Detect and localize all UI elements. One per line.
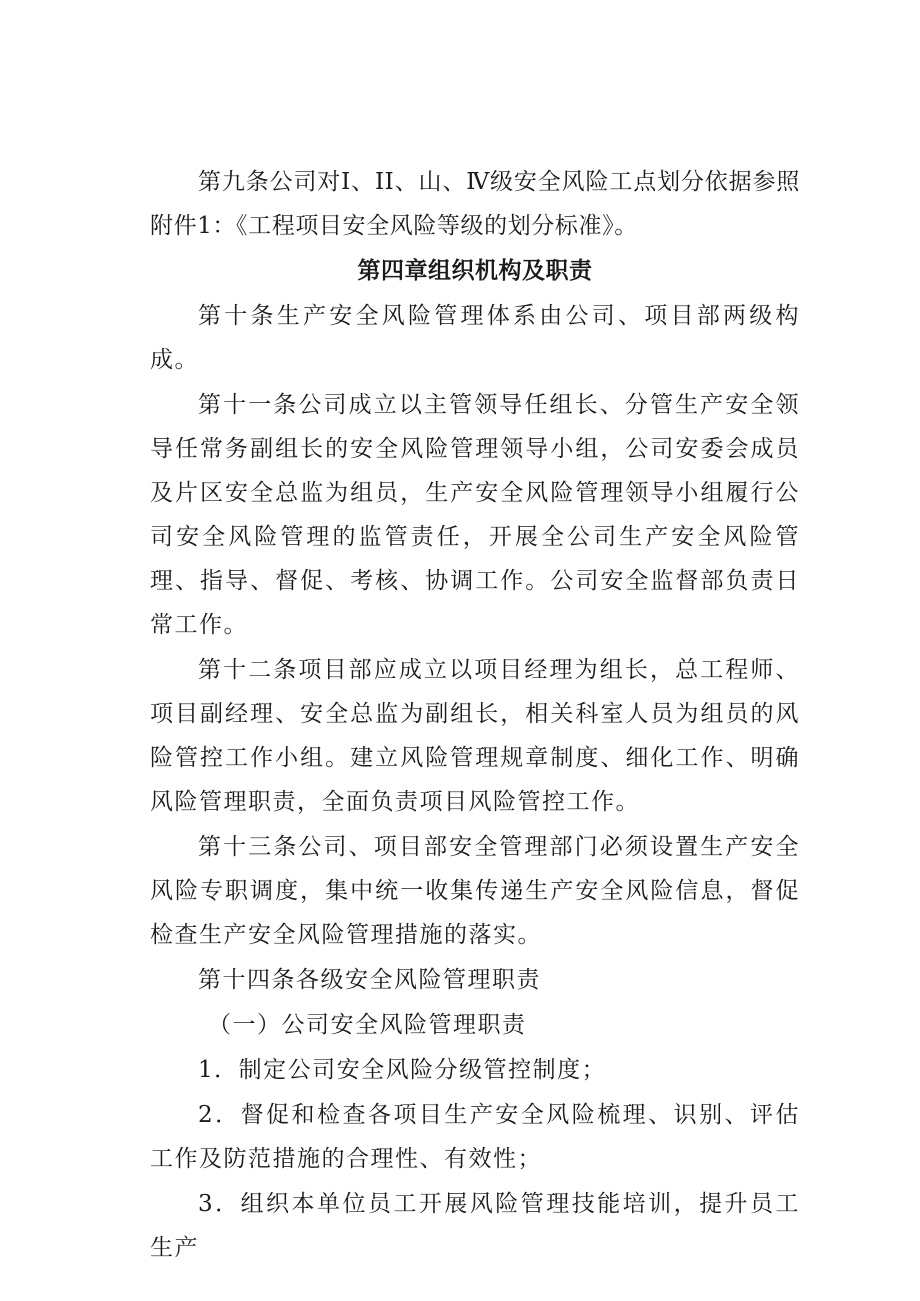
article-11: 第十一条公司成立以主管领导任组长、分管生产安全领导任常务副组长的安全风险管理领导小组，公司安委会成员及片区安全总监为组员，生产安全风险管理领导小组履行公司安全风险管理的监管责任，开展全公司生产安全风险管理、指导、督促、考核、协调工作。公司安全监督部负责日常工作。: [150, 392, 800, 638]
article-14: 第十四条各级安全风险管理职责: [198, 967, 541, 993]
list-item-2: 2．督促和检查各项目生产安全风险梳理、识别、评估工作及防范措施的合理性、有效性；: [150, 1102, 800, 1172]
chapter-heading: 第四章组织机构及职责: [357, 258, 593, 284]
article-10: 第十条生产安全风险管理体系由公司、项目部两级构成。: [150, 303, 800, 373]
article-13: 第十三条公司、项目部安全管理部门必须设置生产安全风险专职调度，集中统一收集传递生产安全风险信息，督促检查生产安全风险管理措施的落实。: [150, 834, 800, 948]
list-item-1: 1．制定公司安全风险分级管控制度；: [198, 1057, 607, 1083]
list-item-3: 3．组织本单位员工开展风险管理技能培训，提升员工生产: [150, 1191, 800, 1261]
document-body: [150, 160, 800, 1271]
article-9: 第九条公司对Ⅰ、II、山、Ⅳ级安全风险工点划分依据参照附件1：《工程项目安全风险等级的划分标准》。: [150, 169, 800, 239]
article-12: 第十二条项目部应成立以项目经理为组长，总工程师、项目副经理、安全总监为副组长，相关科室人员为组员的风险管控工作小组。建立风险管理规章制度、细化工作、明确风险管理职责，全面负责项目风险管控工作。: [150, 657, 800, 815]
section-company-duties: （一）公司安全风险管理职责: [208, 1012, 527, 1038]
